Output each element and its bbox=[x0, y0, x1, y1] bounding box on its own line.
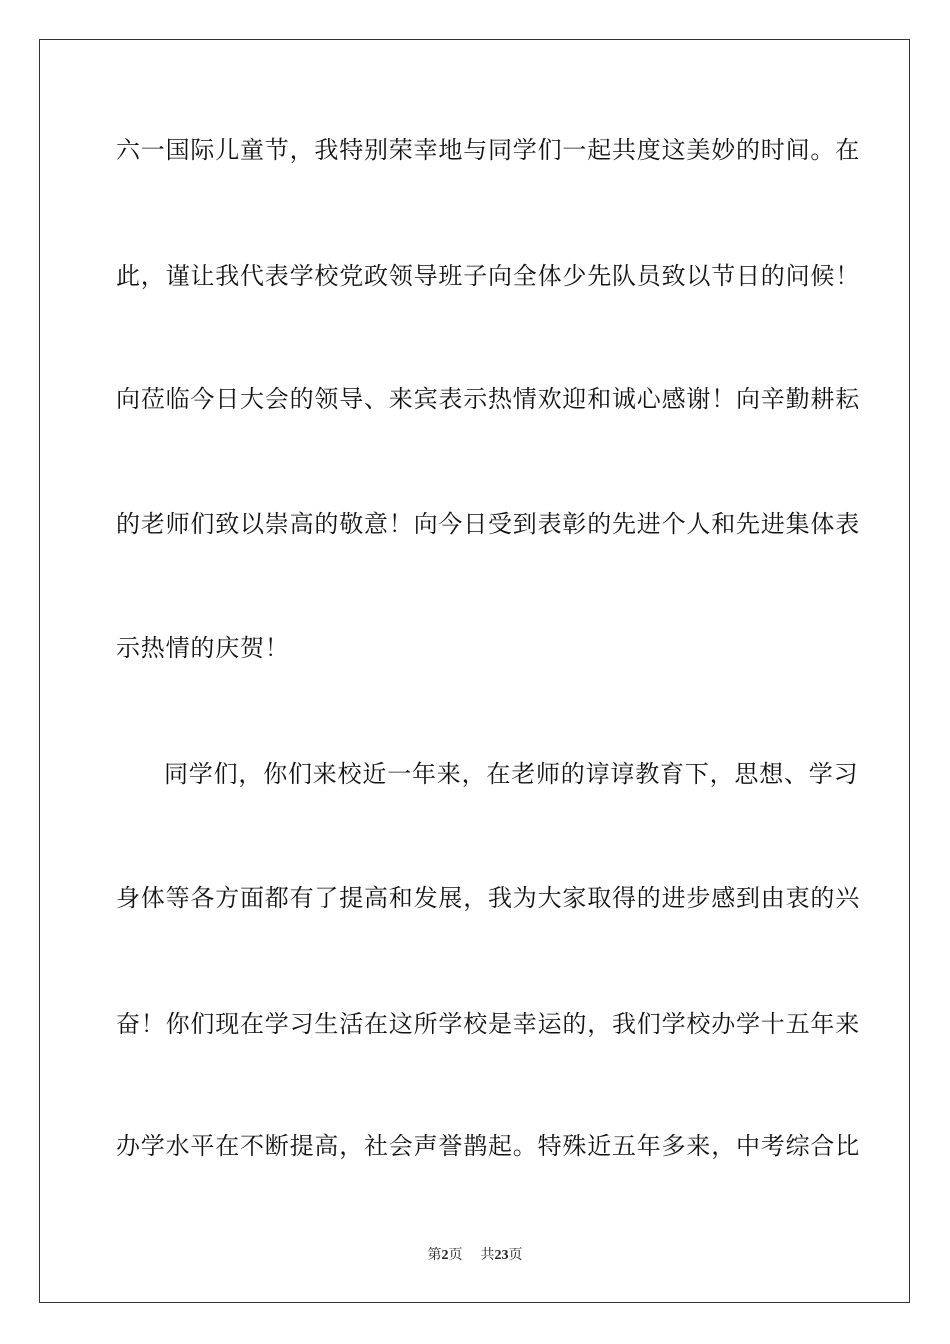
body-text-line-3: 向莅临今日大会的领导、来宾表示热情欢迎和诚心感谢！向辛勤耕耘 bbox=[116, 385, 860, 413]
page-border bbox=[39, 39, 910, 1303]
total-label-suffix: 页 bbox=[508, 1247, 523, 1263]
page-number: 2 bbox=[441, 1248, 449, 1263]
page-footer bbox=[0, 1246, 950, 1265]
body-text-paragraph-start: 同学们，你们来校近一年来，在老师的谆谆教育下，思想、学习 bbox=[164, 760, 859, 788]
body-text-line-8: 奋！你们现在学习生活在这所学校是幸运的，我们学校办学十五年来 bbox=[116, 1010, 860, 1038]
body-text-line-4: 的老师们致以崇高的敬意！向今日受到表彰的先进个人和先进集体表 bbox=[116, 510, 860, 538]
total-pages: 23 bbox=[494, 1248, 509, 1263]
total-label-prefix: 共 bbox=[480, 1247, 495, 1263]
body-text-line-1: 六一国际儿童节，我特别荣幸地与同学们一起共度这美妙的时间。在 bbox=[116, 136, 860, 164]
body-text-line-2: 此，谨让我代表学校党政领导班子向全体少先队员致以节日的问候！ bbox=[116, 262, 860, 290]
body-text-line-5: 示热情的庆贺！ bbox=[116, 634, 290, 662]
body-text-line-9: 办学水平在不断提高，社会声誉鹊起。特殊近五年多来，中考综合比 bbox=[116, 1132, 860, 1160]
body-text-line-7: 身体等各方面都有了提高和发展，我为大家取得的进步感到由衷的兴 bbox=[116, 884, 860, 912]
page-label-suffix: 页 bbox=[448, 1247, 463, 1263]
page-label-prefix: 第 bbox=[427, 1247, 442, 1263]
